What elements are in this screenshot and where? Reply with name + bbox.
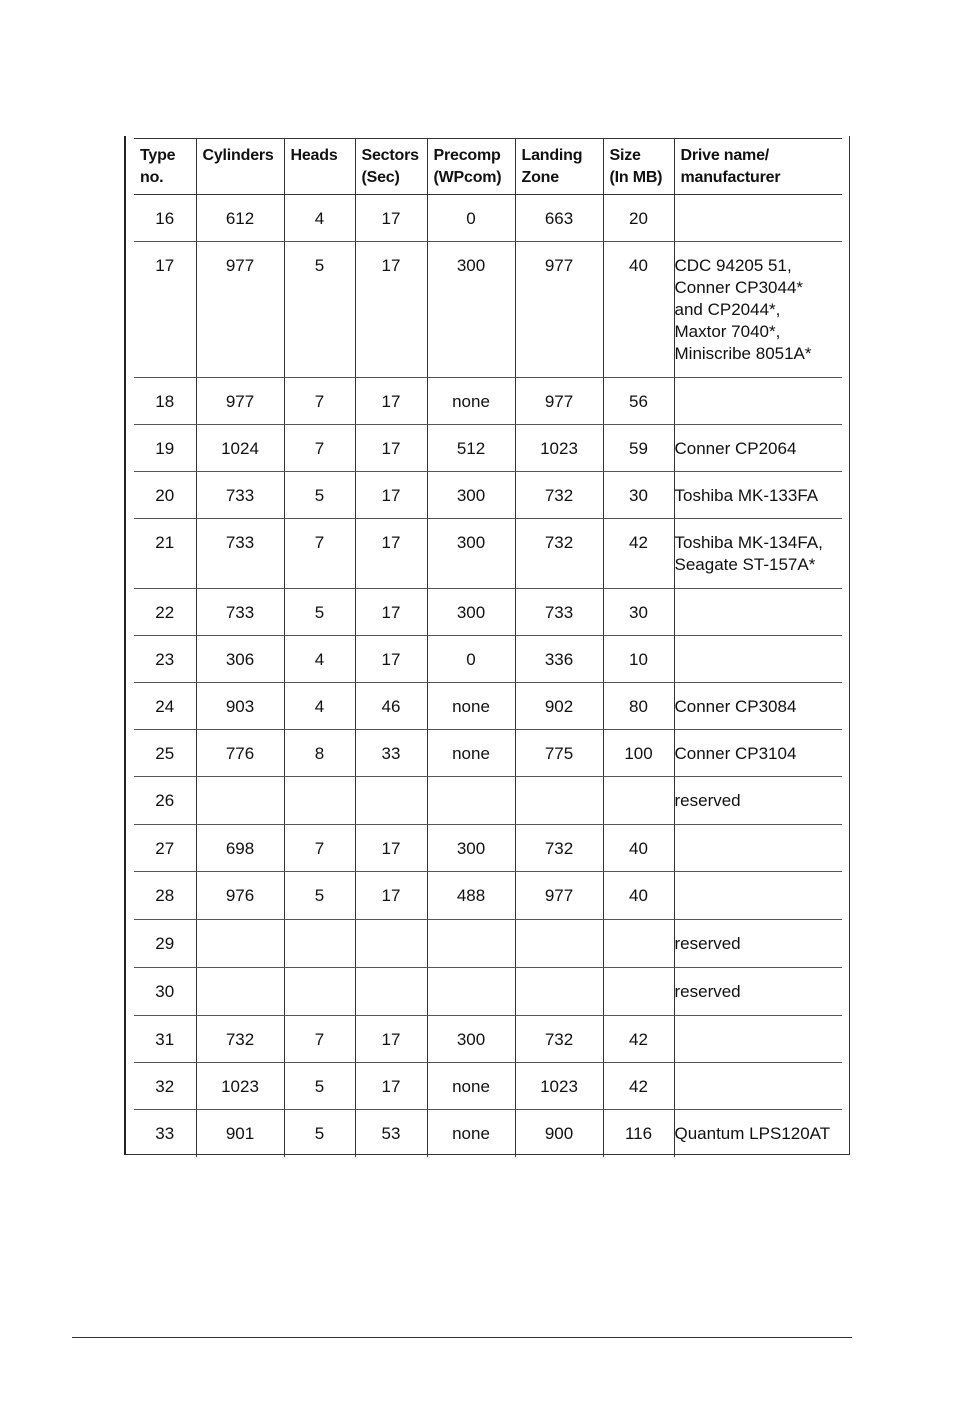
cell-type-no: 18: [134, 378, 196, 425]
cell-sectors: 17: [355, 636, 427, 683]
header-landing-zone: Landing Zone: [515, 139, 603, 195]
cell-sectors: 17: [355, 1063, 427, 1110]
cell-type-no: 25: [134, 730, 196, 777]
cell-landing-zone: 977: [515, 872, 603, 920]
cell-landing-zone: [515, 968, 603, 1016]
cell-size: 30: [603, 472, 674, 519]
cell-heads: 4: [284, 195, 355, 242]
header-heads: Heads: [284, 139, 355, 195]
cell-size: 100: [603, 730, 674, 777]
cell-sectors: 17: [355, 589, 427, 636]
cell-drive-name: reserved: [674, 920, 842, 968]
cell-landing-zone: 732: [515, 825, 603, 872]
cell-cylinders: 903: [196, 683, 284, 730]
cell-type-no: 32: [134, 1063, 196, 1110]
cell-size: [603, 920, 674, 968]
cell-precomp: 300: [427, 519, 515, 589]
table-row: [134, 589, 842, 636]
table-row: [134, 1016, 842, 1063]
cell-precomp: 300: [427, 589, 515, 636]
cell-landing-zone: [515, 777, 603, 825]
table-row: [134, 683, 842, 730]
cell-precomp: 300: [427, 1016, 515, 1063]
table-row: [134, 825, 842, 872]
cell-sectors: 17: [355, 1016, 427, 1063]
cell-drive-name: Conner CP2064: [674, 425, 842, 472]
cell-precomp: none: [427, 378, 515, 425]
cell-precomp: none: [427, 1063, 515, 1110]
table-row: [134, 1110, 842, 1157]
cell-heads: 4: [284, 683, 355, 730]
cell-size: 42: [603, 1063, 674, 1110]
cell-size: 42: [603, 519, 674, 589]
cell-size: 116: [603, 1110, 674, 1157]
table-row: [134, 425, 842, 472]
cell-drive-name: [674, 872, 842, 920]
cell-sectors: 17: [355, 242, 427, 378]
cell-precomp: 488: [427, 872, 515, 920]
cell-cylinders: 1024: [196, 425, 284, 472]
cell-drive-name: Conner CP3104: [674, 730, 842, 777]
cell-precomp: none: [427, 730, 515, 777]
cell-drive-name: Conner CP3084: [674, 683, 842, 730]
cell-landing-zone: 775: [515, 730, 603, 777]
header-cylinders: Cylinders: [196, 139, 284, 195]
cell-drive-name: Quantum LPS120AT: [674, 1110, 842, 1157]
cell-cylinders: 698: [196, 825, 284, 872]
cell-type-no: 33: [155, 1124, 175, 1143]
cell-landing-zone: 977: [515, 242, 603, 378]
cell-landing-zone: 732: [515, 519, 603, 589]
cell-sectors: [355, 920, 427, 968]
cell-heads: 7: [284, 1016, 355, 1063]
cell-cylinders: 732: [196, 1016, 284, 1063]
cell-size: 40: [603, 242, 674, 378]
cell-precomp: 0: [427, 195, 515, 242]
table-row: [134, 920, 842, 968]
cell-heads: 7: [284, 378, 355, 425]
cell-type-no: 24: [134, 683, 196, 730]
cell-size: 40: [603, 872, 674, 920]
cell-sectors: 17: [355, 472, 427, 519]
cell-size: [603, 968, 674, 1016]
cell-drive-name: [674, 1016, 842, 1063]
cell-sectors: 53: [355, 1110, 427, 1157]
cell-precomp: [427, 920, 515, 968]
drive-type-table: [134, 138, 842, 1157]
table-row: [134, 1063, 842, 1110]
cell-type-no: 16: [134, 195, 196, 242]
cell-type-no: 28: [134, 872, 196, 920]
cell-type-no: 19: [134, 425, 196, 472]
table-row: [134, 242, 842, 378]
cell-type-no: 27: [134, 825, 196, 872]
table-row: [134, 636, 842, 683]
cell-cylinders: 976: [196, 872, 284, 920]
table-row: [134, 777, 842, 825]
header-row: [134, 139, 842, 195]
cell-type-no: 30: [134, 968, 196, 1016]
cell-precomp: 0: [427, 636, 515, 683]
header-sectors: Sectors (Sec): [355, 139, 427, 195]
cell-precomp: none: [427, 683, 515, 730]
cell-heads: [284, 920, 355, 968]
cell-size: 10: [603, 636, 674, 683]
table-row: [134, 195, 842, 242]
cell-cylinders: 901: [196, 1110, 284, 1157]
cell-cylinders: 612: [196, 195, 284, 242]
cell-heads: 7: [284, 425, 355, 472]
cell-drive-name: [674, 636, 842, 683]
cell-sectors: 17: [355, 872, 427, 920]
cell-sectors: [355, 968, 427, 1016]
cell-type-no: 17: [134, 242, 196, 378]
table-row: [134, 378, 842, 425]
cell-heads: 5: [284, 872, 355, 920]
cell-size: 59: [603, 425, 674, 472]
cell-sectors: [355, 777, 427, 825]
cell-cylinders: 733: [196, 519, 284, 589]
cell-heads: 8: [284, 730, 355, 777]
cell-cylinders: 733: [196, 472, 284, 519]
cell-size: [603, 777, 674, 825]
cell-type-no: 29: [134, 920, 196, 968]
cell-sectors: 17: [355, 195, 427, 242]
cell-drive-name: CDC 94205 51, Conner CP3044* and CP2044*, Maxtor 7040*, Miniscribe 8051A*: [674, 242, 842, 378]
cell-drive-name: Toshiba MK-133FA: [674, 472, 842, 519]
cell-drive-name: [674, 195, 842, 242]
cell-size: 20: [603, 195, 674, 242]
cell-drive-name: Toshiba MK-134FA, Seagate ST-157A*: [674, 519, 842, 589]
cell-landing-zone: 663: [515, 195, 603, 242]
cell-type-no: 20: [134, 472, 196, 519]
cell-landing-zone: 733: [515, 589, 603, 636]
cell-type-no: 26: [134, 777, 196, 825]
footer-rule: [72, 1337, 852, 1338]
cell-landing-zone: 732: [515, 1016, 603, 1063]
cell-size: 80: [603, 683, 674, 730]
cell-heads: 5: [284, 1063, 355, 1110]
cell-heads: 7: [284, 519, 355, 589]
cell-size: 30: [603, 589, 674, 636]
cell-sectors: 17: [355, 519, 427, 589]
header-size: Size (In MB): [603, 139, 674, 195]
cell-precomp: [427, 777, 515, 825]
cell-type-no: 22: [134, 589, 196, 636]
cell-precomp: 300: [427, 242, 515, 378]
cell-heads: 5: [284, 472, 355, 519]
cell-precomp: 300: [427, 472, 515, 519]
cell-heads: [284, 968, 355, 1016]
cell-sectors: 17: [355, 378, 427, 425]
cell-precomp: 512: [427, 425, 515, 472]
cell-drive-name: [674, 1063, 842, 1110]
table-row: [134, 968, 842, 1016]
cell-landing-zone: 977: [515, 378, 603, 425]
cell-sectors: 46: [355, 683, 427, 730]
cell-heads: 5: [284, 589, 355, 636]
cell-size: 40: [603, 825, 674, 872]
header-drive-name: Drive name/ manufacturer: [674, 139, 842, 195]
cell-heads: 4: [284, 636, 355, 683]
cell-landing-zone: 1023: [515, 1063, 603, 1110]
header-type-no: Type no.: [134, 139, 196, 195]
cell-sectors: 17: [355, 425, 427, 472]
cell-landing-zone: [515, 920, 603, 968]
cell-drive-name: reserved: [674, 968, 842, 1016]
cell-drive-name: [674, 589, 842, 636]
cell-landing-zone: 336: [515, 636, 603, 683]
cell-size: 56: [603, 378, 674, 425]
cell-landing-zone: 1023: [515, 425, 603, 472]
cell-type-no: 23: [134, 636, 196, 683]
cell-precomp: [427, 968, 515, 1016]
cell-size: 42: [603, 1016, 674, 1063]
cell-sectors: 33: [355, 730, 427, 777]
cell-type-no: 21: [134, 519, 196, 589]
cell-heads: 7: [284, 825, 355, 872]
cell-landing-zone: 902: [515, 683, 603, 730]
cell-landing-zone: 732: [515, 472, 603, 519]
cell-cylinders: 977: [196, 378, 284, 425]
cell-drive-name: reserved: [674, 777, 842, 825]
cell-type-no: 31: [134, 1016, 196, 1063]
cell-heads: [284, 777, 355, 825]
cell-cylinders: 1023: [196, 1063, 284, 1110]
table-row: [134, 519, 842, 589]
cell-heads: 5: [284, 242, 355, 378]
cell-cylinders: [196, 920, 284, 968]
cell-sectors: 17: [355, 825, 427, 872]
cell-cylinders: 306: [196, 636, 284, 683]
table-row: [134, 730, 842, 777]
cell-precomp: none: [427, 1110, 515, 1157]
header-precomp: Precomp (WPcom): [427, 139, 515, 195]
table-row: [134, 472, 842, 519]
cell-cylinders: 733: [196, 589, 284, 636]
cell-landing-zone: 900: [515, 1110, 603, 1157]
cell-heads: 5: [284, 1110, 355, 1157]
cell-drive-name: [674, 825, 842, 872]
cell-cylinders: [196, 777, 284, 825]
cell-cylinders: [196, 968, 284, 1016]
cell-cylinders: 977: [196, 242, 284, 378]
table-row: [134, 872, 842, 920]
cell-drive-name: [674, 378, 842, 425]
cell-precomp: 300: [427, 825, 515, 872]
cell-cylinders: 776: [196, 730, 284, 777]
